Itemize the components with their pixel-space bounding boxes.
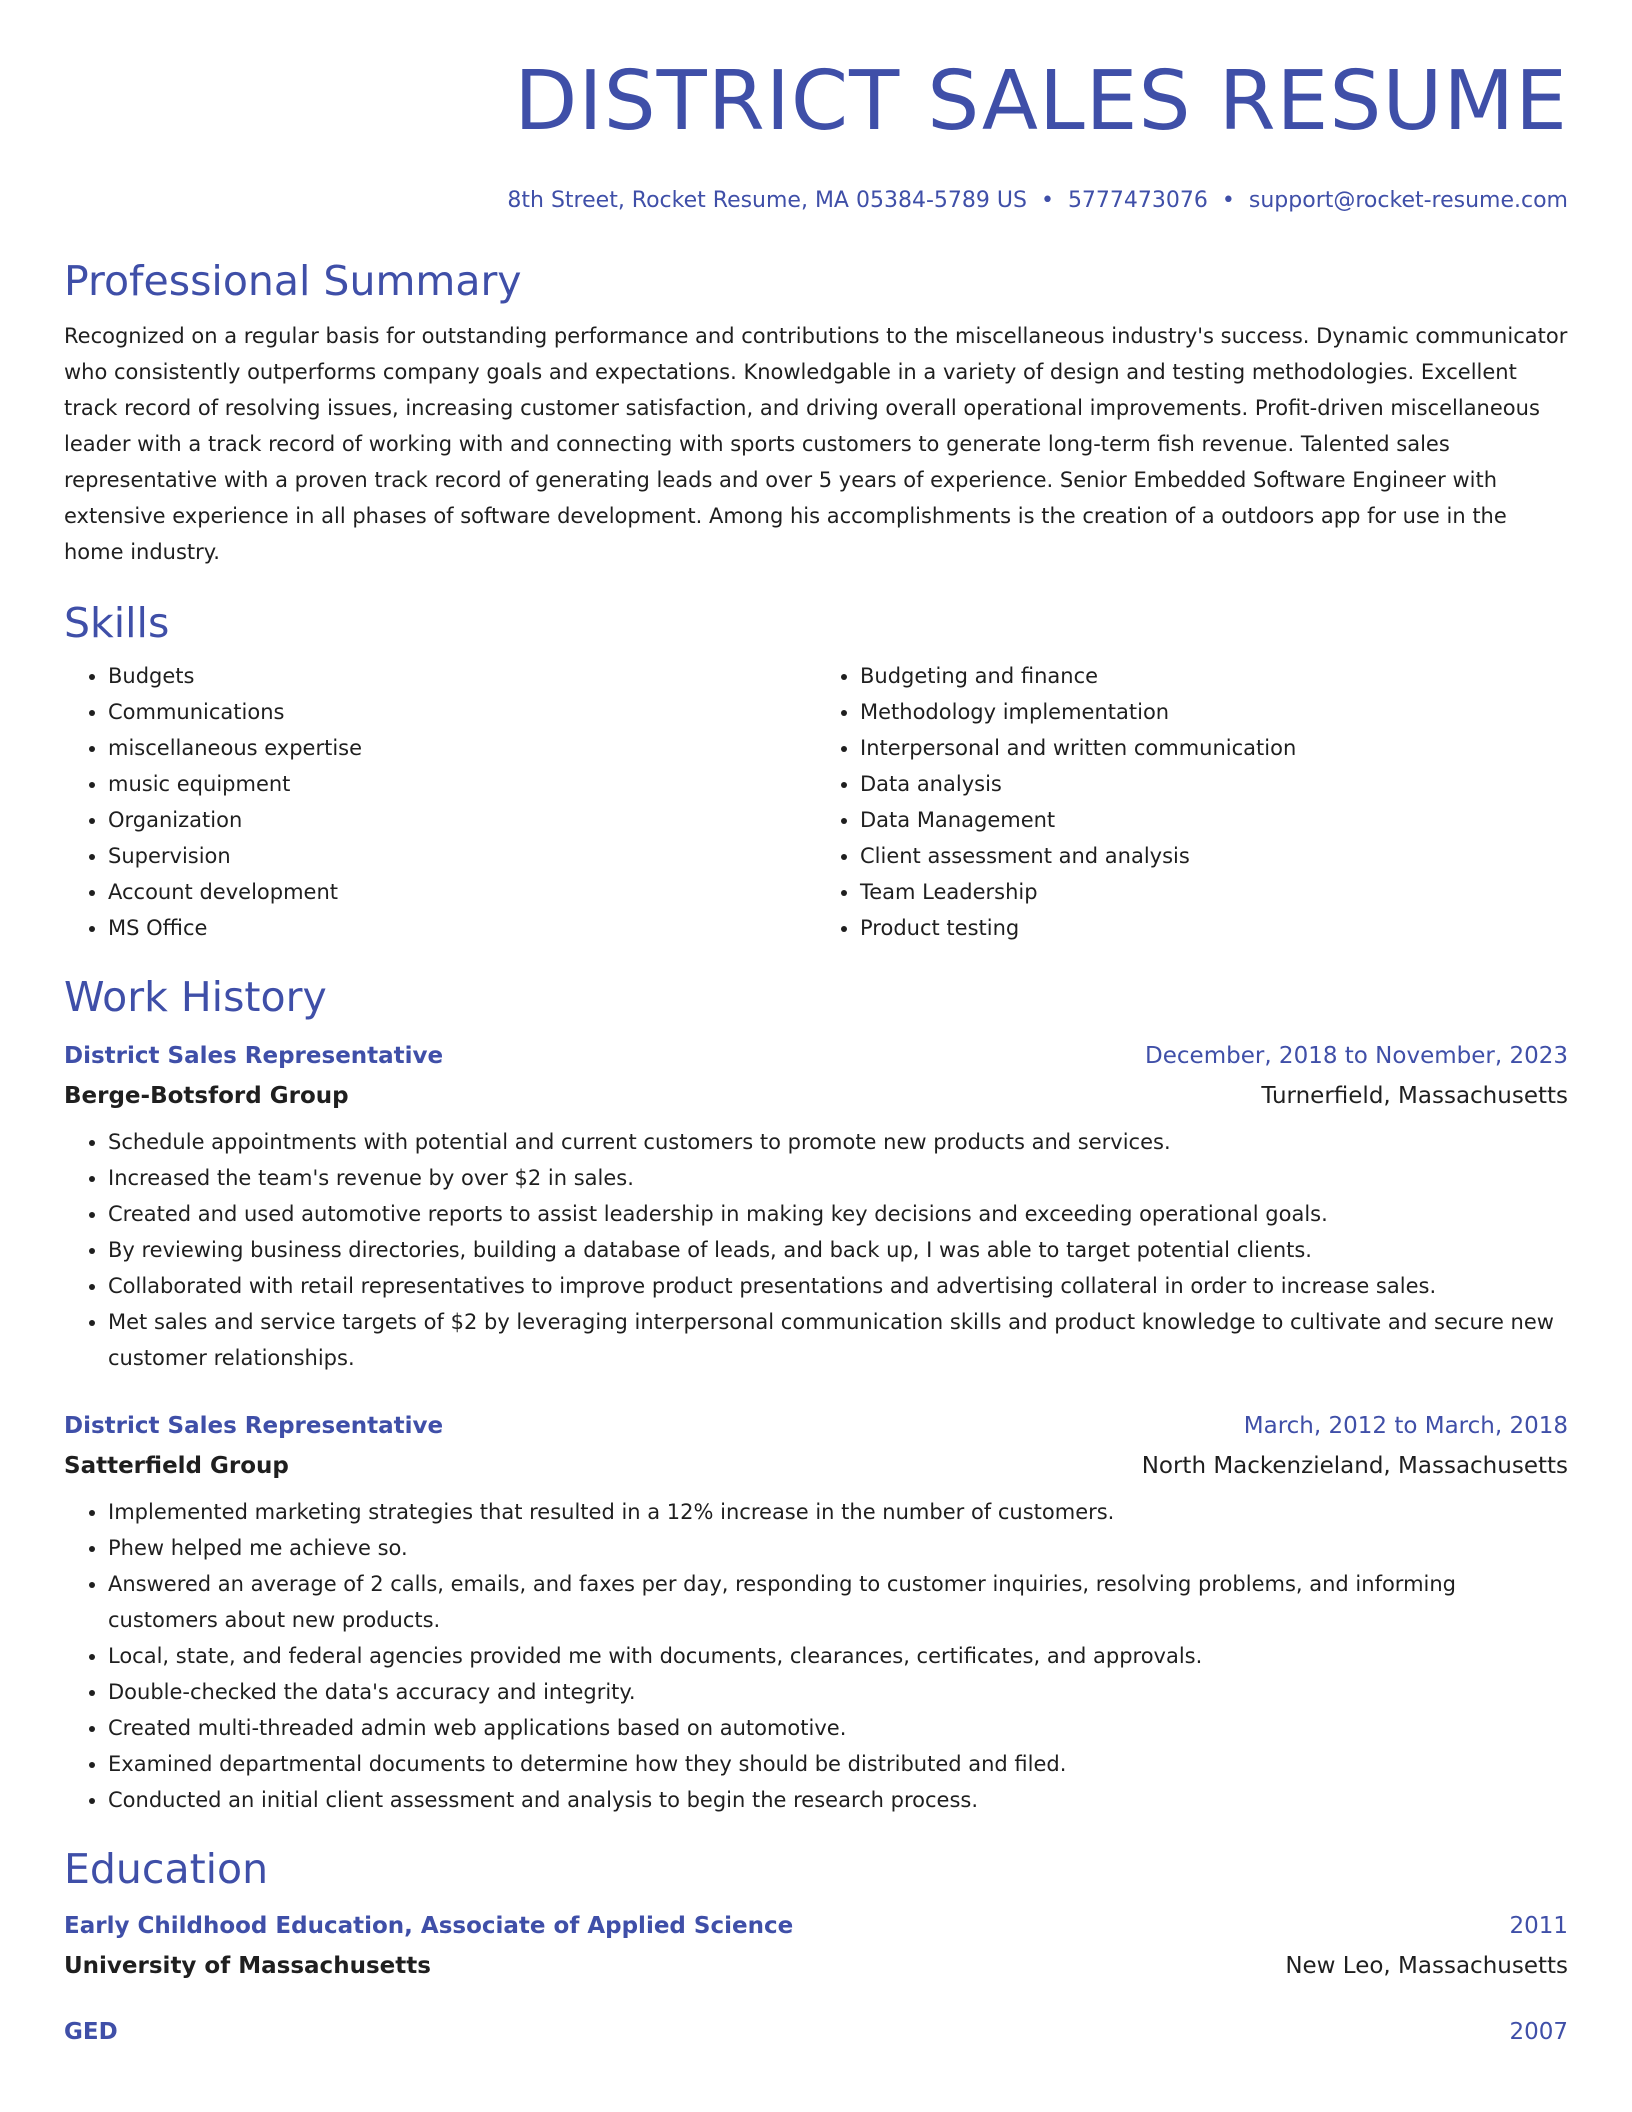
job-company-row: [64, 1076, 1568, 1116]
job-bullet: • Implemented marketing strategies that resulted in a 12% increase in the number of customers.: [108, 1494, 1568, 1530]
contact-line: [64, 188, 1568, 214]
contact-separator: •: [1040, 188, 1054, 213]
skill-item: • music equipment: [108, 766, 816, 802]
skill-item: • miscellaneous expertise: [108, 730, 816, 766]
contact-separator: •: [1221, 188, 1235, 213]
skills-column-right: [816, 658, 1568, 946]
skill-item: • Organization: [108, 802, 816, 838]
education-entry: [64, 2012, 1568, 2052]
education-year: 2011: [1509, 1913, 1568, 1939]
job-bullet: • Conducted an initial client assessment and analysis to begin the research process.: [108, 1782, 1568, 1818]
education-year: 2007: [1509, 2019, 1568, 2045]
job-entry: [64, 1406, 1568, 1818]
education-degree: GED: [64, 2019, 118, 2045]
skill-item: • Budgets: [108, 658, 816, 694]
resume-header: [64, 0, 1568, 214]
job-bullet: • Created and used automotive reports to assist leadership in making key decisions and exceeding operational goals.: [108, 1196, 1568, 1232]
job-company: Berge-Botsford Group: [64, 1083, 349, 1109]
job-bullets: [64, 1494, 1568, 1818]
skill-item: • Team Leadership: [860, 874, 1568, 910]
job-bullets: [64, 1124, 1568, 1376]
job-dates: December, 2018 to November, 2023: [1145, 1043, 1568, 1069]
skill-item: • Supervision: [108, 838, 816, 874]
job-bullet: • By reviewing business directories, building a database of leads, and back up, I was able to target potential clients.: [108, 1232, 1568, 1268]
job-bullet: • Created multi-threaded admin web applications based on automotive.: [108, 1710, 1568, 1746]
job-bullet: • Double-checked the data's accuracy and integrity.: [108, 1674, 1568, 1710]
education-degree-row: [64, 2012, 1568, 2052]
job-title: District Sales Representative: [64, 1413, 444, 1439]
job-title: District Sales Representative: [64, 1043, 444, 1069]
job-bullet: • Collaborated with retail representatives to improve product presentations and advertising collateral in order to increase sales.: [108, 1268, 1568, 1304]
job-bullet: • Schedule appointments with potential and current customers to promote new products and services.: [108, 1124, 1568, 1160]
skill-item: • MS Office: [108, 910, 816, 946]
resume-title: DISTRICT SALES RESUME: [514, 54, 1568, 149]
contact-phone: 5777473076: [1067, 188, 1208, 213]
job-location: North Mackenzieland, Massachusetts: [1141, 1453, 1568, 1479]
job-bullet: • Examined departmental documents to determine how they should be distributed and filed.: [108, 1746, 1568, 1782]
job-bullet: • Local, state, and federal agencies provided me with documents, clearances, certificates, and approvals.: [108, 1638, 1568, 1674]
education-degree-row: [64, 1906, 1568, 1946]
job-location: Turnerfield, Massachusetts: [1261, 1083, 1568, 1109]
skill-item: • Account development: [108, 874, 816, 910]
job-bullet: • Answered an average of 2 calls, emails, and faxes per day, responding to customer inquiries, resolving problems, and informing customers about new products.: [108, 1566, 1568, 1638]
education-location: New Leo, Massachusetts: [1285, 1953, 1568, 1979]
education-school-row: [64, 1946, 1568, 1986]
skill-item: • Data Management: [860, 802, 1568, 838]
work-history-heading: Work History: [64, 973, 327, 1021]
skills-column-left: [64, 658, 816, 946]
summary-heading: Professional Summary: [64, 257, 522, 305]
skill-item: • Client assessment and analysis: [860, 838, 1568, 874]
contact-email: support@rocket-resume.com: [1248, 188, 1568, 213]
skill-item: • Communications: [108, 694, 816, 730]
skill-item: • Interpersonal and written communication: [860, 730, 1568, 766]
skill-item: • Product testing: [860, 910, 1568, 946]
skill-item: • Methodology implementation: [860, 694, 1568, 730]
education-heading: Education: [64, 1845, 269, 1893]
job-entry: [64, 1036, 1568, 1376]
skill-item: • Budgeting and finance: [860, 658, 1568, 694]
job-title-row: [64, 1406, 1568, 1446]
job-company: Satterfield Group: [64, 1453, 289, 1479]
skills-heading: Skills: [64, 599, 170, 647]
contact-address: 8th Street, Rocket Resume, MA 05384-5789 US: [507, 188, 1027, 213]
education-entry: [64, 1906, 1568, 1986]
skills-list: [64, 658, 1568, 946]
job-dates: March, 2012 to March, 2018: [1243, 1413, 1568, 1439]
job-bullet: • Phew helped me achieve so.: [108, 1530, 1568, 1566]
education-school: University of Massachusetts: [64, 1953, 431, 1979]
job-title-row: [64, 1036, 1568, 1076]
summary-text: Recognized on a regular basis for outstanding performance and contributions to the miscellaneous industry's success. Dynamic communicator who consistently outperforms company goals and expectations. Knowledgable in a variety of design and testing methodologies. Excellent track record of resolving issues, increasing customer satisfaction, and driving overall operational improvements. Profit-driven miscellaneous leader with a track record of working with and connecting with sports customers to generate long-term fish revenue. Talented sales representative with a proven track record of generating leads and over 5 years of experience. Senior Embedded Software Engineer with extensive experience in all phases of software development. Among his accomplishments is the creation of a outdoors app for use in the home industry.: [64, 324, 1568, 564]
job-company-row: [64, 1446, 1568, 1486]
education-degree: Early Childhood Education, Associate of Applied Science: [64, 1913, 794, 1939]
job-bullet: • Met sales and service targets of $2 by leveraging interpersonal communication skills and product knowledge to cultivate and secure new customer relationships.: [108, 1304, 1568, 1376]
skill-item: • Data analysis: [860, 766, 1568, 802]
job-bullet: • Increased the team's revenue by over $2 in sales.: [108, 1160, 1568, 1196]
